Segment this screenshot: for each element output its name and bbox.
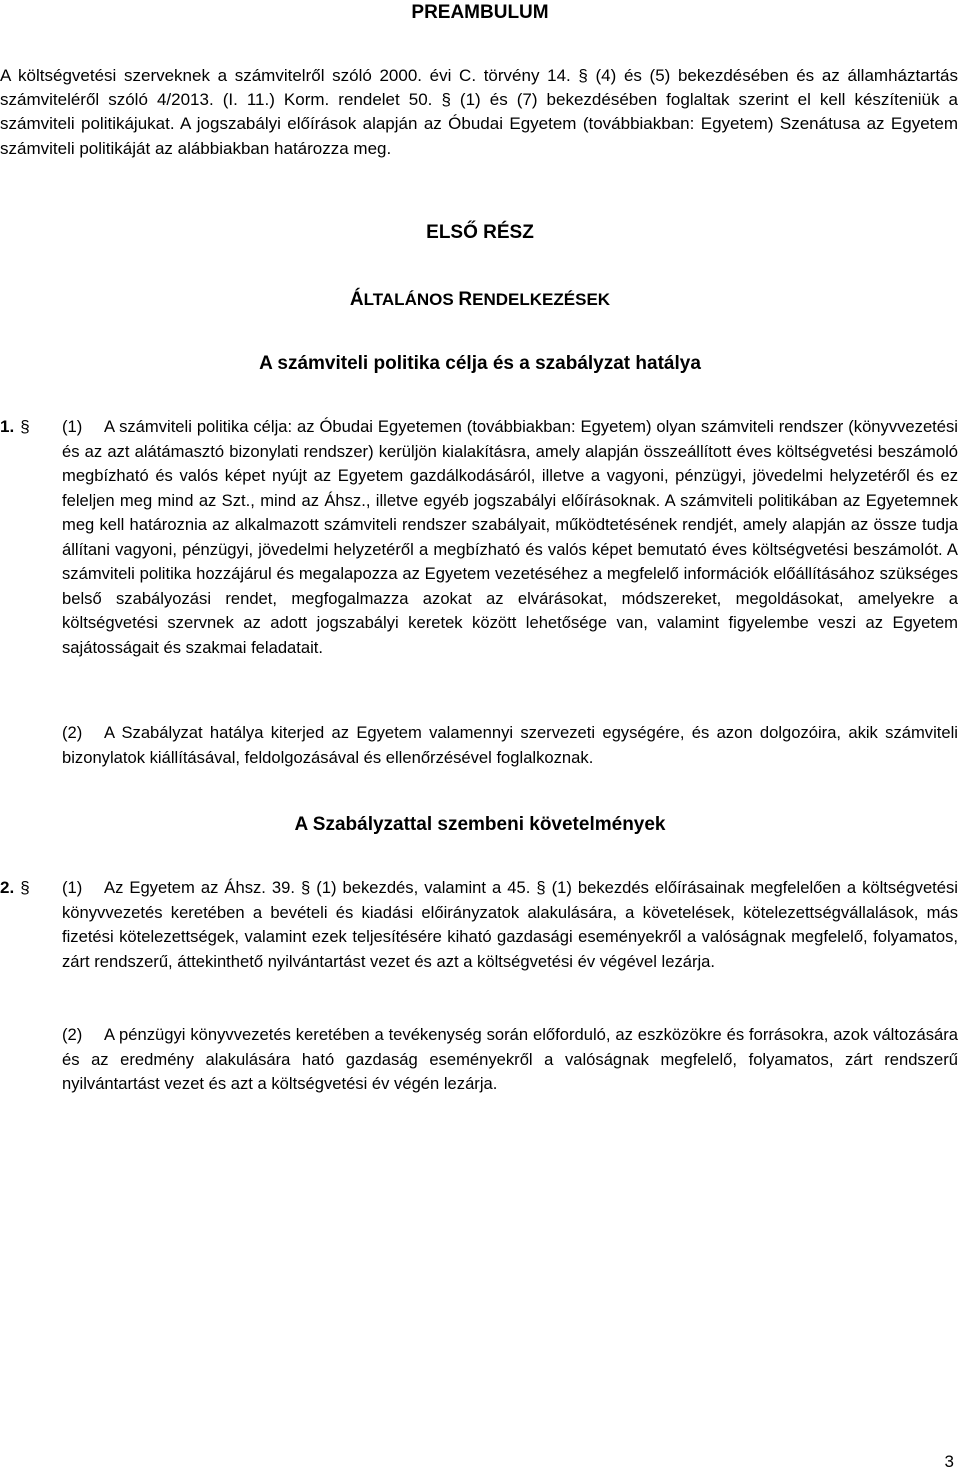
section1-heading: A számviteli politika célja és a szabályzat hatálya (259, 353, 701, 374)
part-title: ELSŐ RÉSZ (426, 222, 534, 243)
section2-p2-text: A pénzügyi könyvvezetés keretében a tevékenység során előforduló, az eszközökre és forrásokra, azok változására és az eredmény alakulására ható gazdaság eseményekről a valóságnak megfelelő, folyamatos, zárt rendszerű nyilvántartást vezet és azt a költségvetési év végén lezárja. (62, 1025, 958, 1093)
section2-p1-label: (1) (62, 878, 83, 897)
section1-number-text: 1. (0, 417, 15, 436)
preamble-paragraph: A költségvetési szerveknek a számvitelről szóló 2000. évi C. törvény 14. § (4) és (5) bekezdésében és az államháztartás számviteléről szóló 4/2013. (I. 11.) Korm. rendelet 50. § (1) és (7) bekezdésében foglaltak szerint el kell készíteniük a számviteli politikájukat. A jogszabályi előírások alapján az Óbudai Egyetem (továbbiakban: Egyetem) Szenátusa az Egyetem számviteli politikáját az alábbiakban határozza meg. (0, 66, 958, 158)
section1-number (0, 415, 30, 440)
section2-heading: A Szabályzattal szembeni követelmények (294, 814, 666, 835)
section1-p1-label: (1) (62, 417, 83, 436)
preamble-title: PREAMBULUM (411, 2, 549, 23)
section1-paragraph-2 (62, 721, 958, 770)
section1-p2-label: (2) (62, 723, 83, 742)
section1-p1-text: A számviteli politika célja: az Óbudai Egyetemen (továbbiakban: Egyetem) olyan számviteli rendszer (könyvvezetési és az azt alátámasztó bizonylati rendszer) kerüljön kialakításra, amely alapján összeállított éves költségvetési beszámoló megbízható és valós képet nyújt az Egyetem gazdálkodásáról, illetve a vagyoni, pénzügyi, jövedelmi helyzetéről és ez feleljen meg mind az Szt., mind az Áhsz., illetve egyéb jogszabályi előírásoknak. A számviteli politikában az Egyetemnek meg kell határoznia az alkalmazott számviteli rendszer szabályait, működtetésének rendjét, amely alapján az össze tudja állítani vagyoni, pénzügyi, jövedelmi helyzetéről a megbízható és valós képet bemutató éves költségvetési beszámolót. A számviteli politika hozzájárul és megalapozza az Egyetem vezetéséhez a megfelelő információk előállításához szükséges belső szabályozási rendet, megfogalmazza azokat az elvárásokat, módszereket, megoldásokat, amelyekre a költségvetési szervnek az adott jogszabályi keretek között lehetősége van, valamint figyelembe veszi az Egyetem sajátosságait és szakmai feladatait. (62, 417, 958, 657)
section2-number-text: 2. (0, 878, 15, 897)
section1-paragraph-1 (62, 415, 958, 660)
section1-sign: § (20, 417, 30, 436)
general-provisions-title (0, 289, 960, 311)
general-provisions-rest-1: LTALÁNOS (363, 290, 454, 309)
page-number: 3 (944, 1452, 954, 1471)
section2-sign: § (20, 878, 30, 897)
section1-p2-text: A Szabályzat hatálya kiterjed az Egyetem valamennyi szervezeti egységére, és azon dolgozóira, akik számviteli bizonylatok kiállításával, feldolgozásával és ellenőrzésével foglalkoznak. (62, 723, 958, 767)
section2-p2-label: (2) (62, 1025, 83, 1044)
general-provisions-rest-2: ENDELKEZÉSEK (472, 290, 611, 309)
section2-paragraph-2 (62, 1023, 958, 1097)
section2-number (0, 876, 30, 901)
general-provisions-initial-1: Á (349, 289, 364, 310)
section2-paragraph-1 (62, 876, 958, 974)
section2-p1-text: Az Egyetem az Áhsz. 39. § (1) bekezdés, valamint a 45. § (1) bekezdés előírásainak megfelelően a költségvetési könyvvezetés keretében a bevételi és kiadási előirányzatok alakulására, a követelések, kötelezettségvállalások, más fizetési kötelezettségek, valamint ezek teljesítésére kiható gazdasági eseményekről a valóságnak megfelelő, folyamatos, zárt rendszerű, áttekinthető nyilvántartást vezet és azt a költségvetési év végével lezárja. (62, 878, 958, 971)
general-provisions-initial-2: R (458, 289, 473, 310)
